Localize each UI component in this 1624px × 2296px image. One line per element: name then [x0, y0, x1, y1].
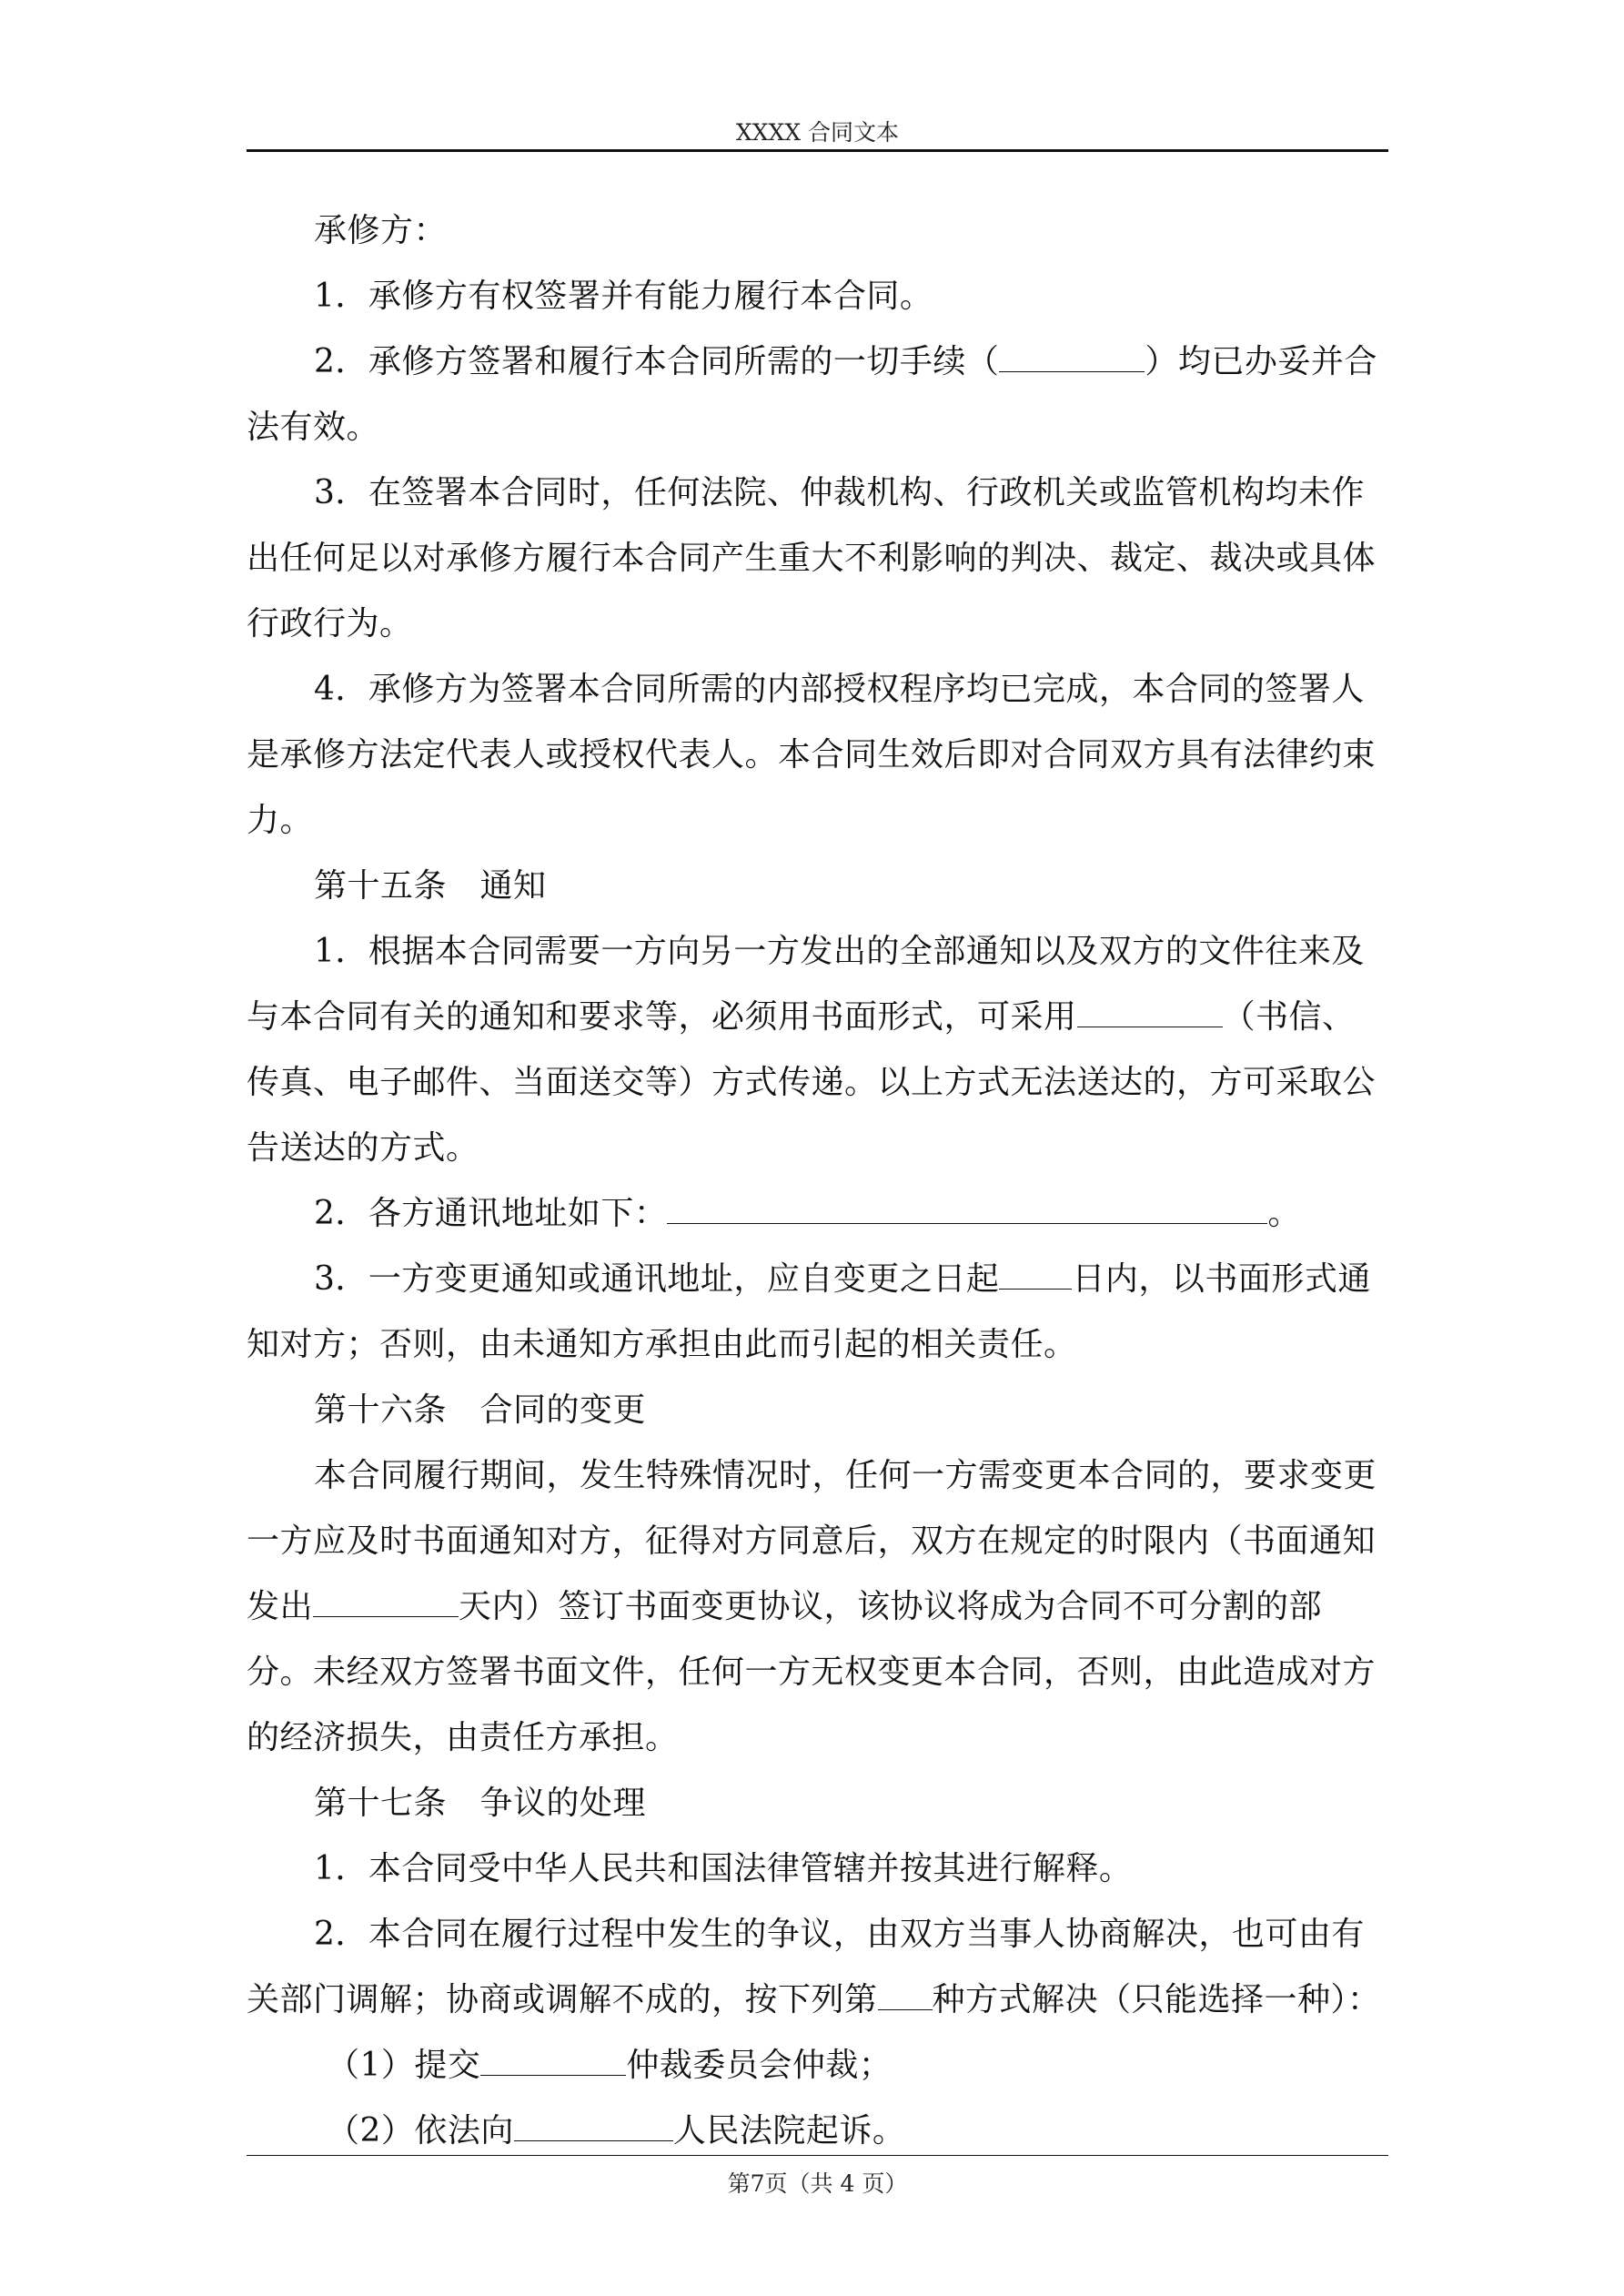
- clause-15-2: 2．各方通讯地址如下： 。: [247, 1181, 1388, 1247]
- fill-blank: [999, 340, 1145, 372]
- fill-blank: [480, 2044, 626, 2076]
- option-1: （1）提交 仲裁委员会仲裁；: [247, 2033, 1388, 2099]
- clause-17-2: 2．本合同在履行过程中发生的争议，由双方当事人协商解决，也可由有关部门调解；协商或调解不成的，按下列第 种方式解决（只能选择一种）：: [247, 1916, 1381, 2018]
- fill-blank: [1077, 996, 1223, 1027]
- article-15-title: 第十五条 通知: [314, 867, 547, 905]
- page-number: 第7页（共 4 页）: [727, 2170, 908, 2197]
- clause-17-1: 1．本合同受中华人民共和国法律管辖并按其进行解释。: [314, 1850, 1133, 1887]
- clause-15-3: 3．一方变更通知或通讯地址，应自变更之日起 日内，以书面形式通知对方；否则，由未通知方承担由此而引起的相关责任。: [247, 1247, 1388, 1378]
- clause-14-1: 1．承修方有权签署并有能力履行本合同。: [314, 278, 933, 315]
- contract-body: [247, 198, 1388, 2164]
- fill-blank: [667, 1192, 1267, 1224]
- article-16-title: 第十六条 合同的变更: [314, 1391, 647, 1429]
- fill-blank: [514, 2109, 673, 2141]
- option-2: （2）依法向 人民法院起诉。: [247, 2099, 1388, 2164]
- clause-14-4: 4．承修方为签署本合同所需的内部授权程序均已完成，本合同的签署人是承修方法定代表人或授权代表人。本合同生效后即对合同双方具有法律约束力。: [247, 671, 1377, 839]
- clause-15-1: 1．根据本合同需要一方向另一方发出的全部通知以及双方的文件往来及与本合同有关的通知和要求等，必须用书面形式，可采用 （书信、传真、电子邮件、当面送交等）方式传递。以上方式无法送达的，方可采取公告送达的方式。: [247, 933, 1377, 1167]
- fill-blank: [999, 1258, 1072, 1290]
- fill-blank: [878, 1978, 933, 2010]
- header-divider: [247, 149, 1388, 152]
- clause-16: 本合同履行期间，发生特殊情况时，任何一方需变更本合同的，要求变更一方应及时书面通知对方，征得对方同意后，双方在规定的时限内（书面通知发出 天内）签订书面变更协议，该协议将成为合同不可分割的部分。未经双方签署书面文件，任何一方无权变更本合同，否则，由此造成对方的经济损失，由责任方承担。: [247, 1457, 1377, 1756]
- fill-blank: [313, 1585, 459, 1617]
- contractor-heading: 承修方：: [314, 212, 448, 249]
- article-17-title: 第十七条 争议的处理: [314, 1785, 647, 1822]
- page-header: XXXX 合同文本: [735, 119, 900, 146]
- clause-14-2: 2．承修方签署和履行本合同所需的一切手续（ ）均已办妥并合法有效。: [247, 329, 1388, 460]
- footer-divider: [247, 2155, 1388, 2156]
- clause-14-3: 3．在签署本合同时，任何法院、仲裁机构、行政机关或监管机构均未作出任何足以对承修方履行本合同产生重大不利影响的判决、裁定、裁决或具体行政行为。: [247, 474, 1377, 642]
